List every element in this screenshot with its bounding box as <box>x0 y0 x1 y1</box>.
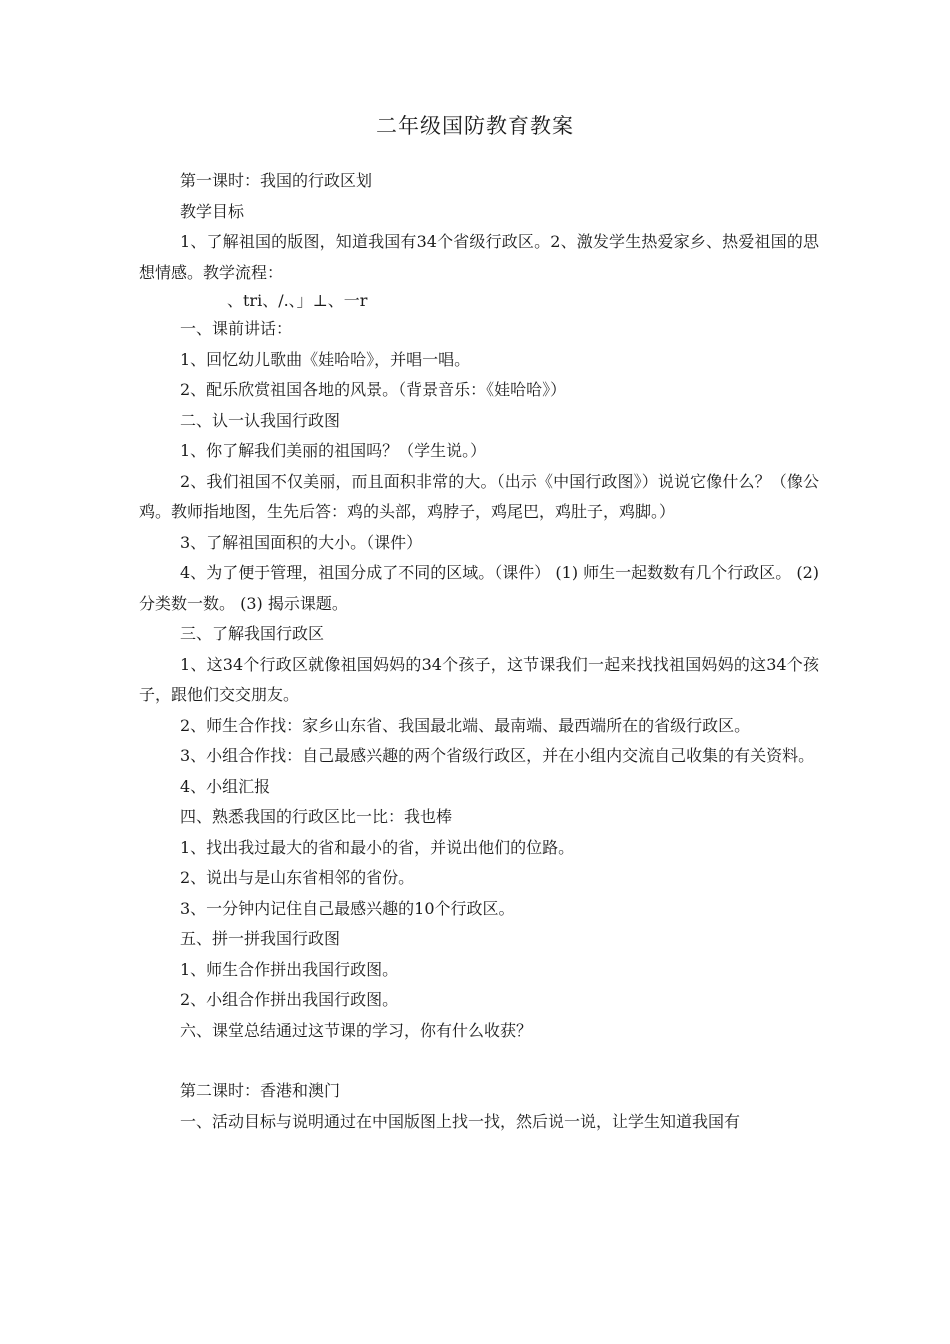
paragraph: 4、为了便于管理，祖国分成了不同的区域。（课件） (1) 师生一起数数有几个行政区。 (2) 分类数一数。 (3) 揭示课题。 <box>139 563 819 613</box>
section-heading-6: 六、课堂总结通过这节课的学习，你有什么收获？ <box>180 1020 533 1040</box>
paragraph: 3、小组合作找：自己最感兴趣的两个省级行政区，并在小组内交流自己收集的有关资料。 <box>180 746 815 765</box>
paragraph: 一、活动目标与说明通过在中国版图上找一找，然后说一说，让学生知道我国有 <box>180 1111 741 1131</box>
section-heading-2: 二、认一认我国行政图 <box>180 410 341 430</box>
document-title: 二年级国防教育教案 <box>376 114 574 138</box>
section-heading-3: 三、了解我国行政区 <box>180 624 325 643</box>
paragraph: 1、这34个行政区就像祖国妈妈的34个孩子，这节课我们一起来找找祖国妈妈的这34个孩子，跟他们交交朋友。 <box>139 654 819 704</box>
paragraph: 3、了解祖国面积的大小。（课件） <box>180 532 423 552</box>
paragraph: 2、师生合作找：家乡山东省、我国最北端、最南端、最西端所在的省级行政区。 <box>180 715 751 735</box>
document-body <box>139 166 819 1137</box>
lesson-one-heading: 第一课时：我国的行政区划 <box>180 171 373 190</box>
paragraph: 4、小组汇报 <box>180 776 271 796</box>
paragraph: 1、回忆幼儿歌曲《娃哈哈》，并唱一唱。 <box>180 349 471 369</box>
teaching-goals-text: 1、了解祖国的版图，知道我国有34个省级行政区。2、激发学生热爱家乡、热爱祖国的思想情感。教学流程： <box>139 232 819 282</box>
paragraph: 2、配乐欣赏祖国各地的风景。（背景音乐：《娃哈哈》） <box>180 380 567 399</box>
paragraph-gap <box>139 1046 819 1076</box>
paragraph: 1、师生合作拼出我国行政图。 <box>180 959 399 979</box>
paragraph: 2、我们祖国不仅美丽，而且面积非常的大。（出示《中国行政图》）说说它像什么？（像公鸡。教师指地图，生先后答：鸡的头部，鸡脖子，鸡尾巴，鸡肚子，鸡脚。） <box>139 471 819 521</box>
lesson-two-heading: 第二课时：香港和澳门 <box>180 1081 341 1100</box>
paragraph: 1、找出我过最大的省和最小的省，并说出他们的位路。 <box>180 837 575 857</box>
section-heading-1: 一、课前讲话： <box>180 319 293 338</box>
paragraph: 3、一分钟内记住自己最感兴趣的10个行政区。 <box>180 898 515 918</box>
paragraph: 1、你了解我们美丽的祖国吗？（学生说。） <box>180 441 487 460</box>
section-heading-4: 四、熟悉我国的行政区比一比：我也棒 <box>180 807 453 826</box>
teaching-goals-heading: 教学目标 <box>180 201 245 221</box>
paragraph: 2、小组合作拼出我国行政图。 <box>180 990 399 1009</box>
paragraph: 2、说出与是山东省相邻的省份。 <box>180 868 415 887</box>
section-heading-5: 五、拼一拼我国行政图 <box>180 929 341 948</box>
garbled-text-line: 、tri、/.、」⊥、一r <box>227 291 368 310</box>
